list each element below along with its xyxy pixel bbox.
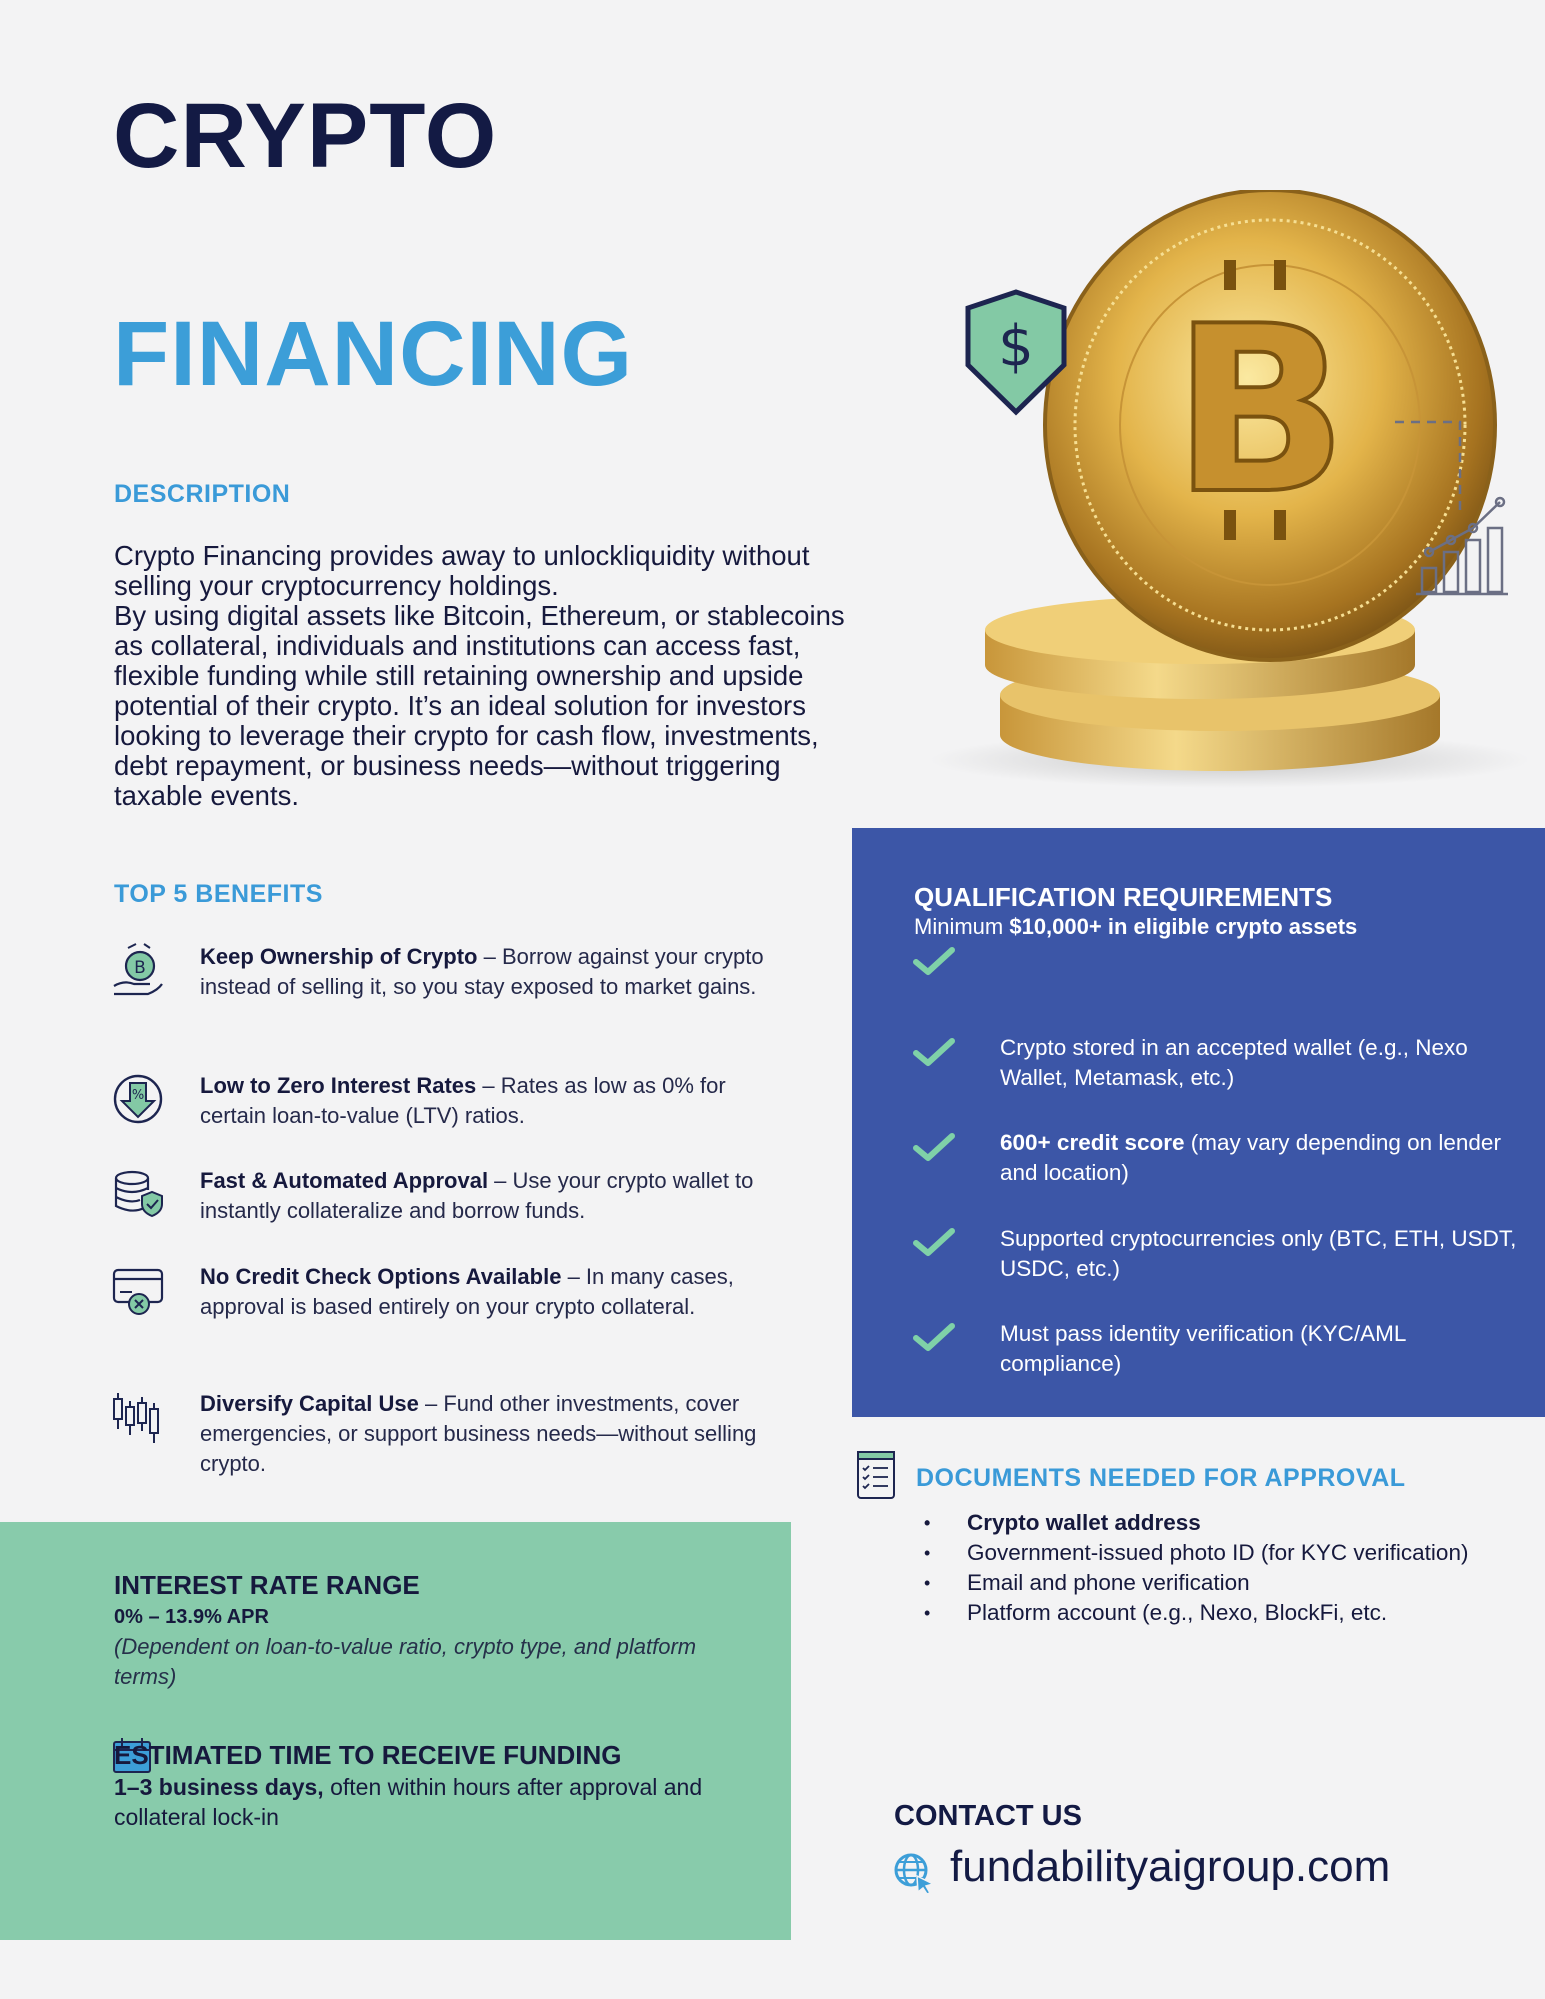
documents-list	[924, 1508, 1544, 1628]
check-icon	[912, 1132, 956, 1162]
qualification-panel	[852, 828, 1545, 1417]
interest-rate-heading: INTEREST RATE RANGE	[114, 1570, 420, 1600]
globe-cursor-icon	[893, 1852, 935, 1894]
funding-time-text: 1–3 business days, often within hours after approval and collateral lock-in	[114, 1774, 703, 1830]
page-title-line2: FINANCING	[113, 303, 634, 405]
bitcoin-hero-illustration	[900, 190, 1530, 790]
candlestick-icon	[110, 1389, 166, 1445]
requirement-item-3: Supported cryptocurrencies only (BTC, ETH, USDT, USDC, etc.)	[1000, 1226, 1517, 1281]
check-icon	[912, 946, 956, 976]
rates-funding-panel	[0, 1522, 791, 1940]
requirement-item-4: Must pass identity verification (KYC/AML compliance)	[1000, 1321, 1406, 1376]
interest-rate-range: 0% – 13.9% APR	[114, 1606, 269, 1628]
hand-coin-icon	[110, 942, 166, 998]
list-item: • Platform account (e.g., Nexo, BlockFi, etc.	[924, 1598, 1544, 1628]
list-item: • Crypto wallet address	[924, 1508, 1544, 1538]
description-heading: DESCRIPTION	[114, 480, 291, 508]
check-icon	[912, 1037, 956, 1067]
contact-heading: CONTACT US	[894, 1800, 1082, 1832]
requirement-item-1: Crypto stored in an accepted wallet (e.g., Nexo Wallet, Metamask, etc.)	[1000, 1035, 1468, 1090]
benefit-text-5: Diversify Capital Use – Fund other investments, cover emergencies, or support business needs—without selling crypto.	[200, 1391, 757, 1476]
percent-down-icon	[110, 1071, 166, 1127]
benefits-heading: TOP 5 BENEFITS	[114, 880, 323, 908]
list-item: • Email and phone verification	[924, 1568, 1544, 1598]
svg-text:$: $	[998, 314, 1034, 379]
card-cancel-icon	[110, 1262, 166, 1318]
interest-rate-note: (Dependent on loan-to-value ratio, crypto type, and platform terms)	[114, 1634, 697, 1689]
checklist-icon	[856, 1450, 896, 1500]
list-item: • Government-issued photo ID (for KYC verification)	[924, 1538, 1544, 1568]
svg-text:B: B	[134, 958, 146, 978]
check-icon	[912, 1322, 956, 1352]
check-icon	[912, 1227, 956, 1257]
benefit-text-2: Low to Zero Interest Rates – Rates as low as 0% for certain loan-to-value (LTV) ratios.	[200, 1073, 726, 1128]
coin-symbol: B	[1172, 278, 1348, 545]
svg-text:%: %	[131, 1088, 145, 1103]
qualification-minimum: Minimum $10,000+ in eligible crypto assets	[914, 914, 1358, 939]
description-text	[114, 541, 854, 811]
benefit-text-3: Fast & Automated Approval – Use your crypto wallet to instantly collateralize and borrow funds.	[200, 1168, 754, 1223]
funding-time-heading: ESTIMATED TIME TO RECEIVE FUNDING	[114, 1740, 622, 1770]
qualification-heading: QUALIFICATION REQUIREMENTS	[914, 882, 1333, 912]
benefit-text-1: Keep Ownership of Crypto – Borrow against your crypto instead of selling it, so you stay exposed to market gains.	[200, 944, 764, 999]
documents-heading: DOCUMENTS NEEDED FOR APPROVAL	[916, 1464, 1406, 1492]
website-link[interactable]: fundabilityaigroup.com	[950, 1842, 1391, 1891]
database-shield-icon	[110, 1166, 166, 1222]
requirement-item-2: 600+ credit score (may vary depending on lender and location)	[1000, 1130, 1501, 1185]
benefit-text-4: No Credit Check Options Available – In many cases, approval is based entirely on your crypto collateral.	[200, 1264, 734, 1319]
page-title-line1: CRYPTO	[113, 85, 498, 187]
description-paragraph-2: By using digital assets like Bitcoin, Ethereum, or stablecoins as collateral, individuals and institutions can access fast, flexible funding while still retaining ownership and upside potential of their crypto. It’s an ideal solution for investors looking to leverage their crypto for cash flow, investments, debt repayment, or business needs—without triggering taxable events.	[114, 600, 845, 811]
description-paragraph-1: Crypto Financing provides away to unlockliquidity without selling your cryptocurrency holdings.	[114, 540, 810, 601]
